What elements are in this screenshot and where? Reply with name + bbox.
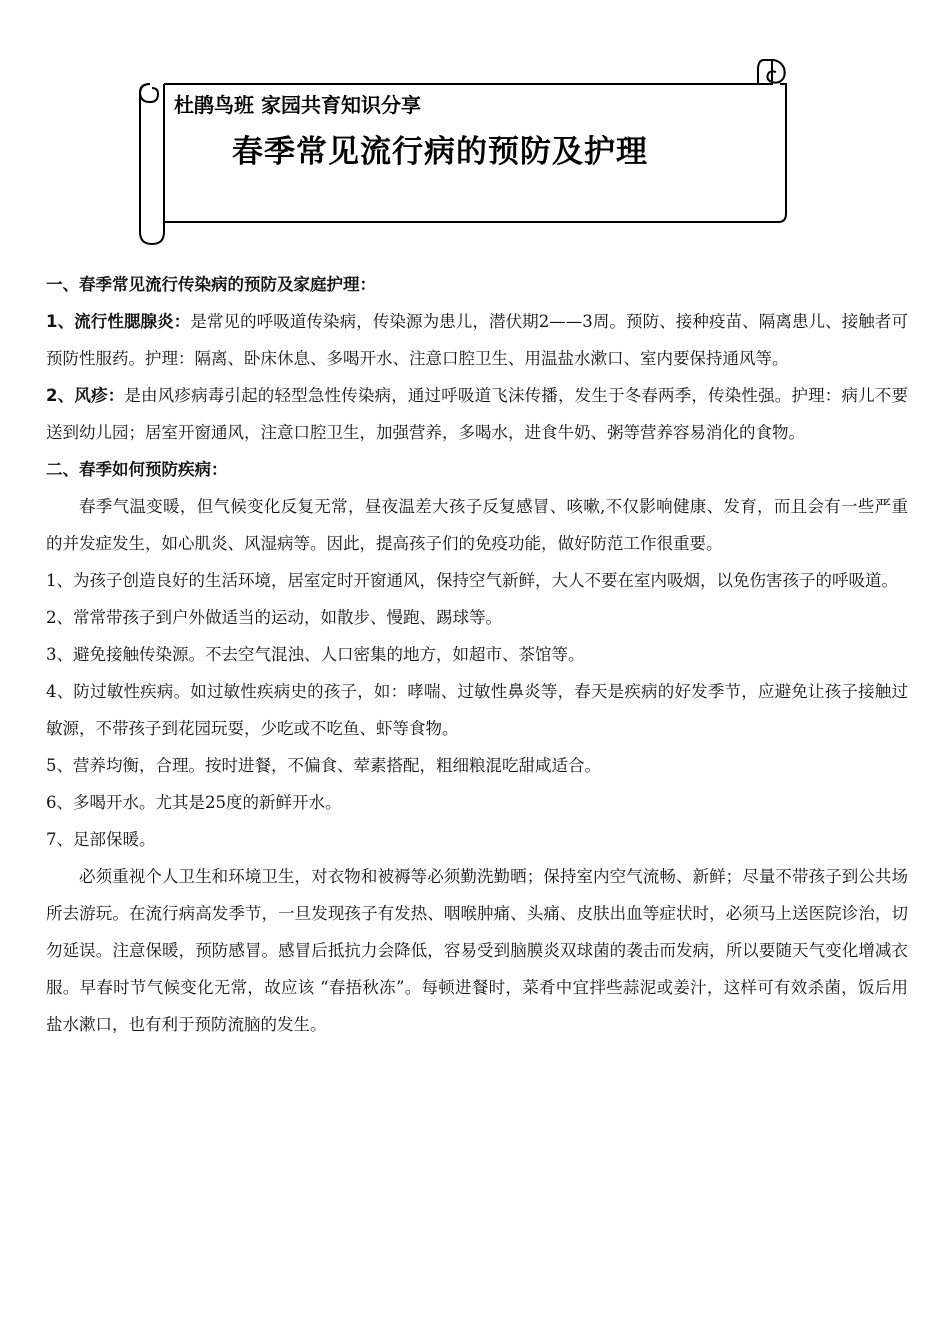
section2-item-3: 3、避免接触传染源。不去空气混浊、人口密集的地方，如超市、茶馆等。 <box>46 645 585 664</box>
banner-title: 春季常见流行病的预防及护理 <box>232 134 648 170</box>
section1-item2 <box>46 377 908 451</box>
section2-heading: 二、春季如何预防疾病： <box>46 460 228 479</box>
section2-item-4: 4、防过敏性疾病。如过敏性疾病史的孩子，如：哮喘、过敏性鼻炎等，春天是疾病的好发季节，应避免让孩子接触过敏源，不带孩子到花园玩耍，少吃或不吃鱼、虾等食物。 <box>46 682 908 738</box>
section1-item2-label: 2、风疹： <box>46 386 125 405</box>
article-body <box>46 266 908 1043</box>
section2-item-7: 7、足部保暖。 <box>46 830 156 849</box>
section1-item1-text: 是常见的呼吸道传染病，传染源为患儿，潜伏期2——3周。预防、接种疫苗、隔离患儿、接触者可预防性服药。护理：隔离、卧床休息、多喝开水、注意口腔卫生、用温盐水漱口、室内要保持通风等。 <box>46 312 908 368</box>
section1-item1 <box>46 303 908 377</box>
section2-item-6: 6、多喝开水。尤其是25度的新鲜开水。 <box>46 793 342 812</box>
section1-item1-label: 1、流行性腮腺炎： <box>46 312 191 331</box>
section2-intro: 春季气温变暖，但气候变化反复无常，昼夜温差大孩子反复感冒、咳嗽,不仅影响健康、发育，而且会有一些严重的并发症发生，如心肌炎、风湿病等。因此，提高孩子们的免疫功能，做好防范工作很重要。 <box>46 497 908 553</box>
section2-item-1: 1、为孩子创造良好的生活环境，居室定时开窗通风，保持空气新鲜，大人不要在室内吸烟，以免伤害孩子的呼吸道。 <box>46 571 898 590</box>
section1-heading: 一、春季常见流行传染病的预防及家庭护理： <box>46 275 376 294</box>
scroll-banner <box>136 56 792 248</box>
section1-item2-text: 是由风疹病毒引起的轻型急性传染病，通过呼吸道飞沫传播，发生于冬春两季，传染性强。护理：病儿不要送到幼儿园；居室开窗通风，注意口腔卫生，加强营养，多喝水，进食牛奶、粥等营养容易消化的食物。 <box>46 386 909 442</box>
section2-item-5: 5、营养均衡，合理。按时进餐，不偏食、荤素搭配，粗细粮混吃甜咸适合。 <box>46 756 601 775</box>
section2-closing: 必须重视个人卫生和环境卫生，对衣物和被褥等必须勤洗勤晒；保持室内空气流畅、新鲜；尽量不带孩子到公共场所去游玩。在流行病高发季节，一旦发现孩子有发热、咽喉肿痛、头痛、皮肤出血等症状时，必须马上送医院诊治，切勿延误。注意保暖，预防感冒。感冒后抵抗力会降低，容易受到脑膜炎双球菌的袭击而发病，所以要随天气变化增减衣服。早春时节气候变化无常，故应该 “春捂秋冻”。每顿进餐时，菜肴中宜拌些蒜泥或姜汁，这样可有效杀菌，饭后用盐水漱口，也有利于预防流脑的发生。 <box>46 867 908 1034</box>
banner-subtitle: 杜鹃鸟班 家园共育知识分享 <box>174 93 421 117</box>
section2-item-2: 2、常常带孩子到户外做适当的运动，如散步、慢跑、踢球等。 <box>46 608 502 627</box>
